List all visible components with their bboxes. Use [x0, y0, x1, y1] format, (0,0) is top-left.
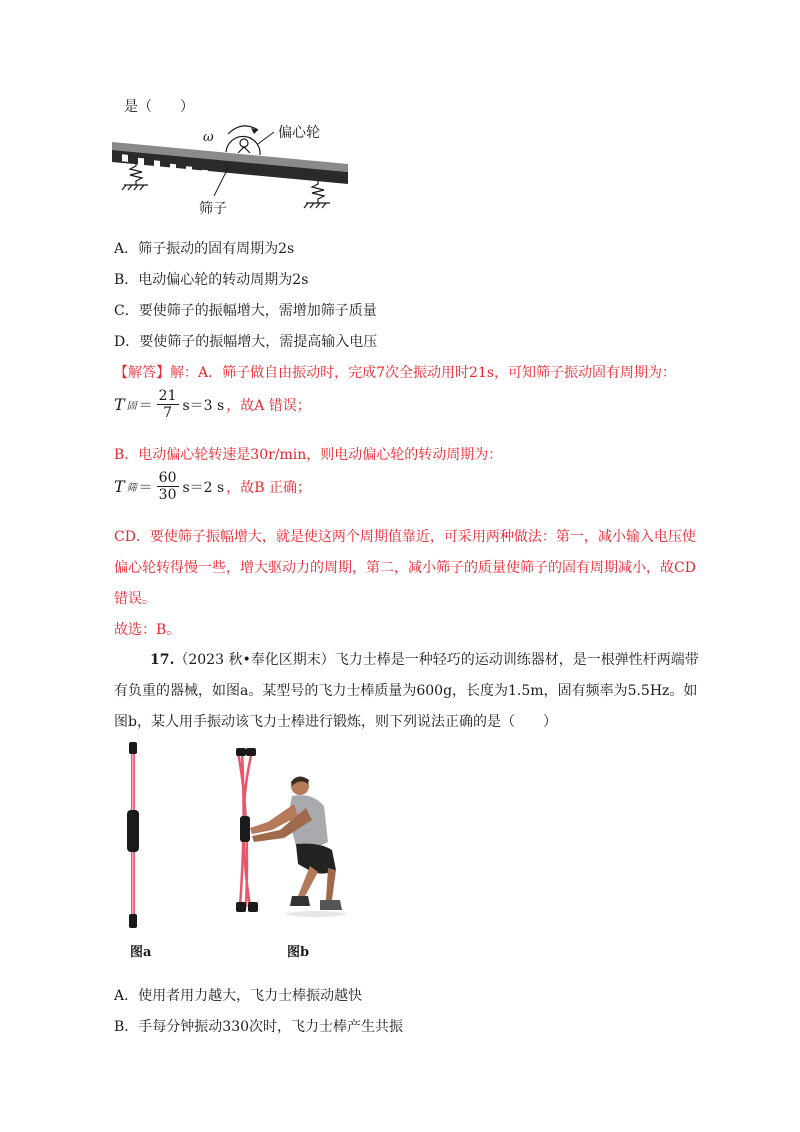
answer-choice: 故选：B。: [114, 622, 181, 638]
figure-b-caption: 图b: [287, 945, 310, 960]
question-17-line-1: 17.（2023 秋•奉化区期末）飞力士棒是一种轻巧的运动训练器材，是一根弹性杆两端带: [150, 652, 699, 668]
answer-line-3a: CD．要使筛子振幅增大，就是使这两个周期值靠近，可采用两种做法：第一，减小输入电压使: [114, 529, 696, 545]
flexi-bar-figure-a: [118, 742, 148, 932]
question-stem-end: 是（ ）: [124, 99, 194, 115]
option-a: A．筛子振动的固有周期为2s: [114, 241, 295, 257]
answer-line-3c: 错误。: [114, 591, 156, 607]
fraction-1: $\frac{21}{7}$: [158, 388, 177, 421]
option-c: C．要使筛子的振幅增大，需增加筛子质量: [114, 303, 377, 319]
fraction-2: $\frac{60}{30}$: [158, 470, 177, 503]
option-b: B．电动偏心轮的转动周期为2s: [114, 272, 309, 288]
q17-option-a: A．使用者用力越大，飞力士棒振动越快: [114, 988, 363, 1004]
answer-line-3b: 偏心轮转得慢一些，增大驱动力的周期，第二，减小筛子的质量使筛子的固有周期减小，故CD: [114, 560, 696, 576]
question-17-line-2: 有负重的器械，如图a。某型号的飞力士棒质量为600g，长度为1.5m，固有频率为5.5Hz。如: [114, 683, 698, 699]
wheel-label: 偏心轮: [278, 125, 320, 141]
sieve-label: 筛子: [199, 201, 227, 217]
q17-option-b: B．手每分钟振动330次时，飞力士棒产生共振: [114, 1019, 404, 1035]
answer-tag: 【解答】: [114, 365, 170, 381]
person-flexi-bar-figure-b: [228, 746, 354, 924]
sieve-eccentric-wheel-figure: [108, 118, 358, 216]
answer-line-1: 【解答】解：A．筛子做自由振动时，完成7次全振动用时21s，可知筛子振动固有周期为：: [114, 365, 677, 381]
question-17-line-3: 图b，某人用手振动该飞力士棒进行锻炼，则下列说法正确的是（ ）: [114, 714, 557, 730]
equation-2: T 筛 ＝ $\frac{60}{30}$ s＝2 s ，故B 正确；: [114, 470, 311, 503]
option-d: D．要使筛子的振幅增大，需提高输入电压: [114, 334, 378, 350]
equation-1: T 固 ＝ $\frac{21}{7}$ s＝3 s ，故A 错误；: [114, 388, 311, 421]
answer-line-2: B．电动偏心轮转速是30r/min，则电动偏心轮的转动周期为：: [114, 447, 503, 463]
figure-a-caption: 图a: [130, 945, 152, 960]
question-number: 17.: [150, 652, 175, 668]
omega-label: ω: [203, 130, 214, 145]
